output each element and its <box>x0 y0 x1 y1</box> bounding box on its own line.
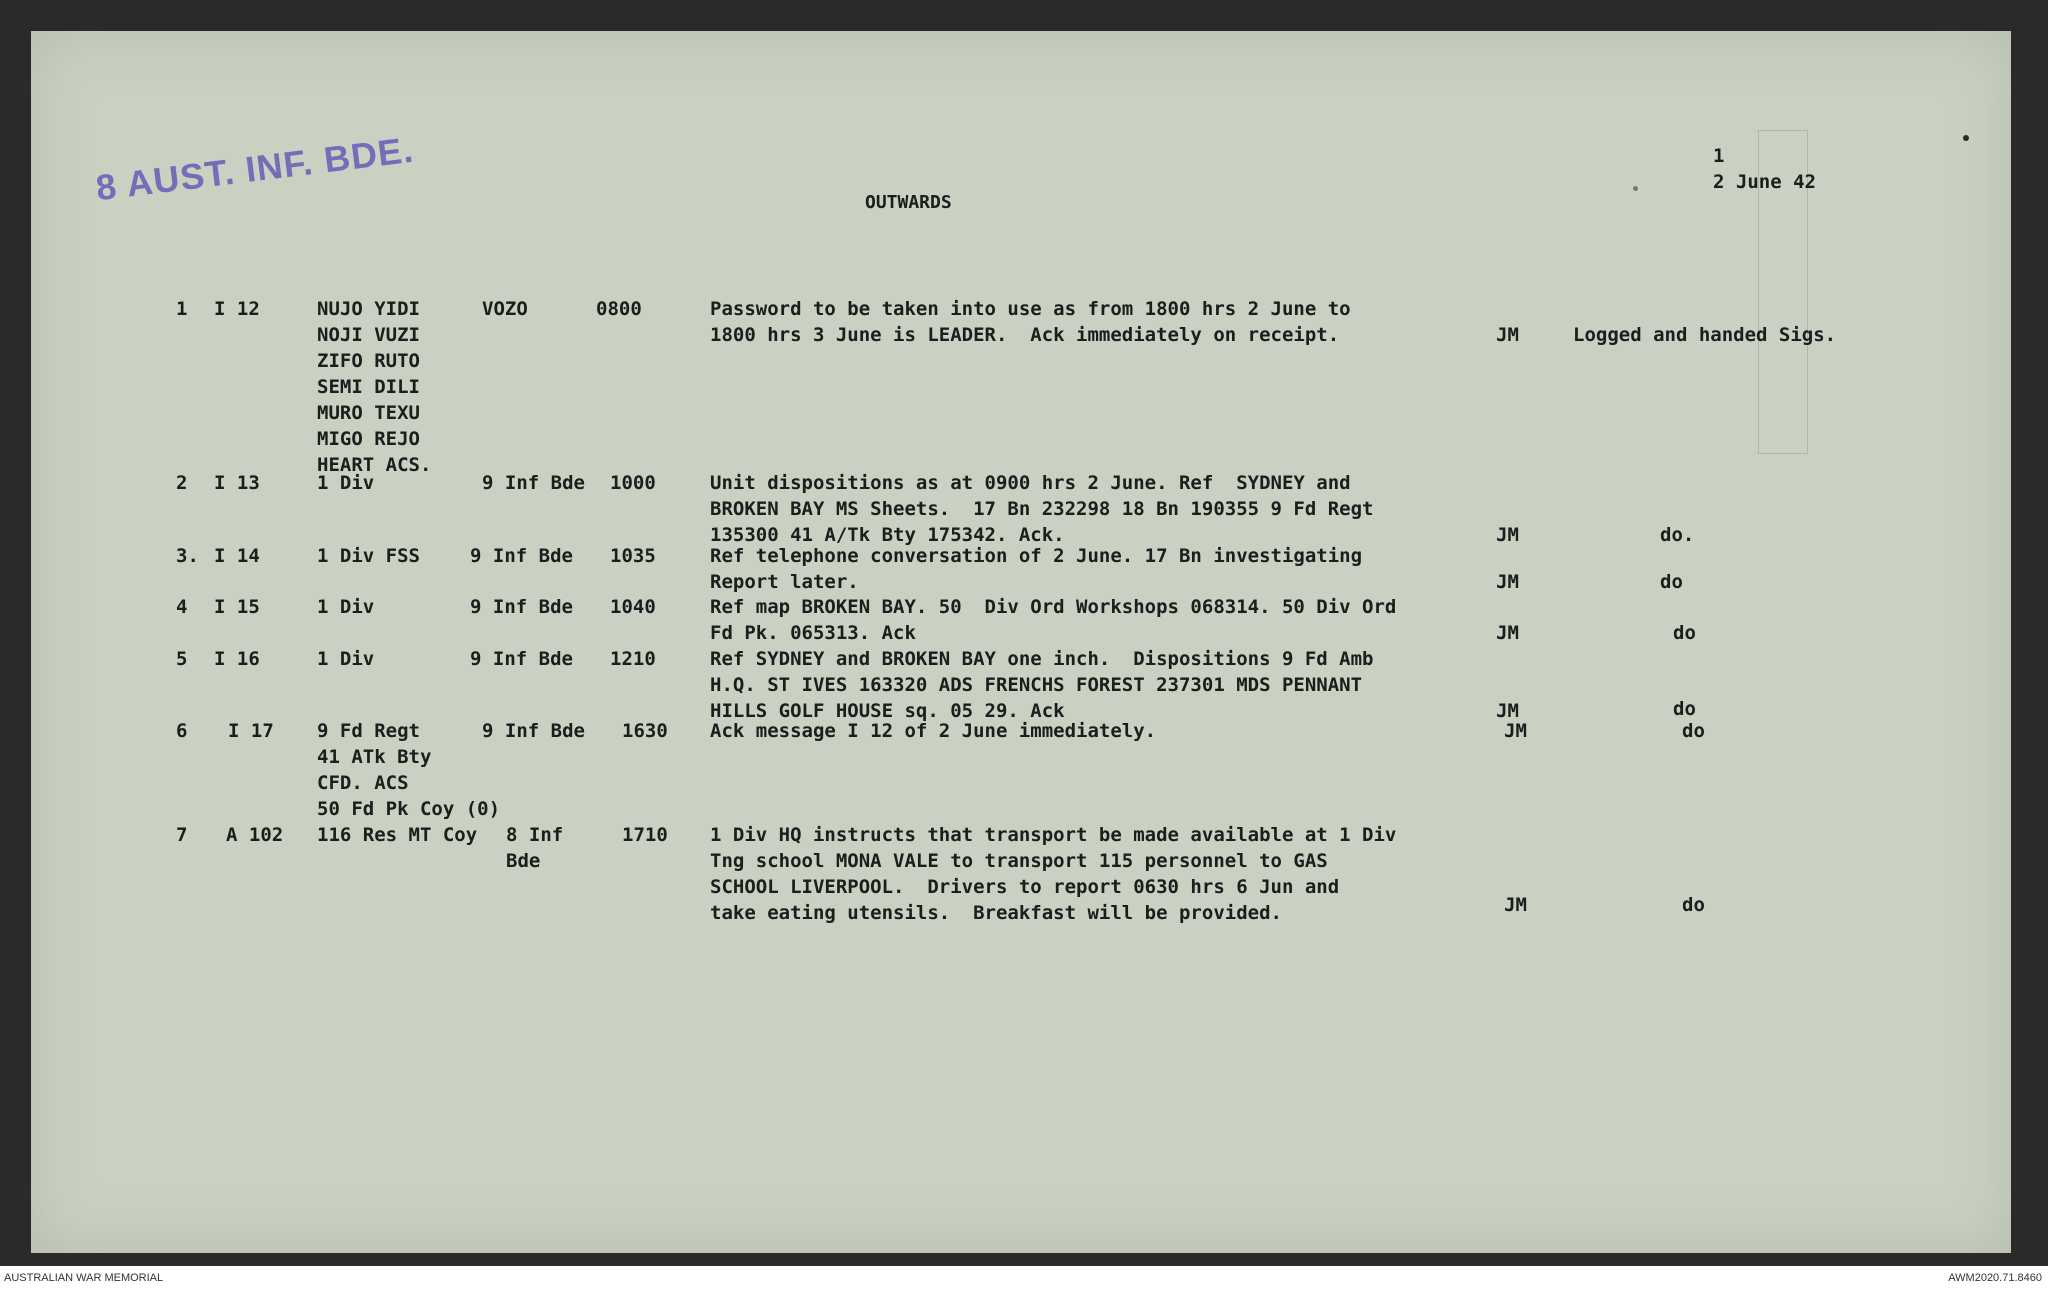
message-to: 9 Inf Bde <box>470 545 573 567</box>
message-text: Ref map BROKEN BAY. 50 Div Ord Workshops 068314. 50 Div Ord Fd Pk. 065313. Ack <box>710 596 1397 644</box>
message-action: do <box>1660 571 1683 593</box>
message-initials: JM <box>1504 720 1527 742</box>
message-to: 9 Inf Bde <box>470 648 573 670</box>
message-action: do <box>1673 622 1696 644</box>
message-number: 6 <box>176 720 188 742</box>
message-from: 1 Div FSS <box>317 545 420 567</box>
message-serial: I 13 <box>214 472 260 494</box>
message-serial: I 12 <box>214 298 260 320</box>
message-time: 0800 <box>596 298 642 320</box>
message-time: 1040 <box>610 596 656 618</box>
message-action: do <box>1682 894 1705 916</box>
archive-footer <box>0 1266 2048 1290</box>
message-initials: JM <box>1496 700 1519 722</box>
message-action: do <box>1682 720 1705 742</box>
message-action: Logged and handed Sigs. <box>1573 324 1837 346</box>
message-text: Unit dispositions as at 0900 hrs 2 June. Ref SYDNEY and BROKEN BAY MS Sheets. 17 Bn 232298 18 Bn 190355 9 Fd Regt 135300 41 A/Tk Bty 175342. Ack. <box>710 472 1374 546</box>
unit-stamp: 8 AUST. INF. BDE. <box>93 128 416 209</box>
document-date: 2 June 42 <box>1713 171 1816 193</box>
message-time: 1035 <box>610 545 656 567</box>
message-initials: JM <box>1496 622 1519 644</box>
message-from: 9 Fd Regt 41 ATk Bty CFD. ACS 50 Fd Pk Coy (0) <box>317 720 501 820</box>
message-text: Password to be taken into use as from 1800 hrs 2 June to 1800 hrs 3 June is LEADER. Ack immediately on receipt. <box>710 298 1351 346</box>
message-number: 7 <box>176 824 188 846</box>
message-serial: I 15 <box>214 596 260 618</box>
page-number: 1 <box>1713 145 1725 167</box>
message-from: 1 Div <box>317 648 375 670</box>
message-from: 1 Div <box>317 596 375 618</box>
footer-source: AUSTRALIAN WAR MEMORIAL <box>4 1272 164 1284</box>
message-time: 1630 <box>622 720 668 742</box>
message-initials: JM <box>1496 524 1519 546</box>
message-number: 1 <box>176 298 188 320</box>
message-from: 116 Res MT Coy <box>317 824 478 846</box>
message-serial: I 16 <box>214 648 260 670</box>
message-action: do <box>1673 698 1696 720</box>
message-number: 2 <box>176 472 188 494</box>
message-serial: I 17 <box>228 720 274 742</box>
message-from: 1 Div <box>317 472 375 494</box>
paper-mark <box>1963 135 1969 141</box>
message-text: Ref telephone conversation of 2 June. 17 Bn investigating Report later. <box>710 545 1363 593</box>
message-number: 5 <box>176 648 188 670</box>
message-serial: A 102 <box>226 824 284 846</box>
message-time: 1710 <box>622 824 668 846</box>
paper-mark <box>1633 186 1638 191</box>
message-to: 8 Inf Bde <box>506 824 564 872</box>
message-initials: JM <box>1504 894 1527 916</box>
message-action: do. <box>1660 524 1695 546</box>
message-text: Ref SYDNEY and BROKEN BAY one inch. Dispositions 9 Fd Amb H.Q. ST IVES 163320 ADS FRENCHS FOREST 237301 MDS PENNANT HILLS GOLF HOUSE sq. 05 29. Ack <box>710 648 1374 722</box>
message-initials: JM <box>1496 571 1519 593</box>
message-number: 3. <box>176 545 199 567</box>
message-to: VOZO <box>482 298 528 320</box>
message-number: 4 <box>176 596 188 618</box>
message-text: 1 Div HQ instructs that transport be made available at 1 Div Tng school MONA VALE to transport 115 personnel to GAS SCHOOL LIVERPOOL. Drivers to report 0630 hrs 6 Jun and take eating utensils. Breakfast will be provided. <box>710 824 1397 924</box>
message-from: NUJO YIDI NOJI VUZI ZIFO RUTO SEMI DILI MURO TEXU MIGO REJO HEART ACS. <box>317 298 432 476</box>
message-to: 9 Inf Bde <box>470 596 573 618</box>
message-to: 9 Inf Bde <box>482 472 585 494</box>
message-time: 1000 <box>610 472 656 494</box>
message-to: 9 Inf Bde <box>482 720 585 742</box>
message-text: Ack message I 12 of 2 June immediately. <box>710 720 1157 742</box>
footer-accession-number: AWM2020.71.8460 <box>1948 1272 2042 1284</box>
message-serial: I 14 <box>214 545 260 567</box>
message-time: 1210 <box>610 648 656 670</box>
message-initials: JM <box>1496 324 1519 346</box>
page-heading: OUTWARDS <box>865 192 952 213</box>
